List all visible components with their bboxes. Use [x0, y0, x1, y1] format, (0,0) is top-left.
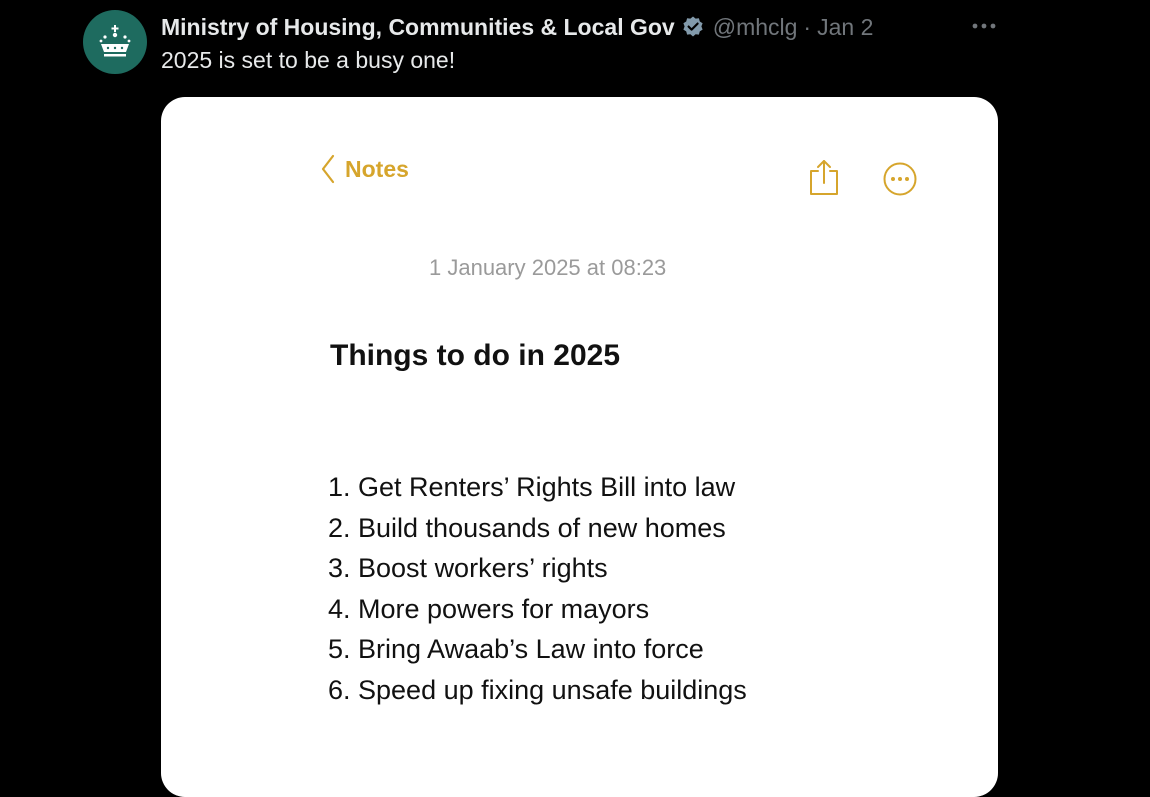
note-more-button[interactable]: [882, 161, 918, 202]
header-separator: ·: [803, 13, 812, 40]
todo-item: 6. Speed up fixing unsafe buildings: [328, 674, 747, 705]
note-title: Things to do in 2025: [330, 339, 621, 372]
todo-item: 3. Boost workers’ rights: [328, 553, 608, 584]
note-image-card[interactable]: [161, 97, 998, 797]
verified-badge-icon: [681, 15, 705, 39]
notes-back-label: Notes: [345, 155, 409, 182]
todo-list: [328, 467, 747, 711]
todo-item: 4. More powers for mayors: [328, 593, 650, 624]
todo-item: 2. Build thousands of new homes: [328, 512, 726, 543]
more-horizontal-icon: [971, 22, 997, 30]
tweet-date[interactable]: Jan 2: [817, 13, 874, 40]
more-circle-icon: [882, 161, 918, 197]
chevron-left-icon: [320, 154, 336, 184]
share-icon: [807, 159, 841, 197]
more-button[interactable]: [966, 12, 1002, 40]
notes-back-button[interactable]: [320, 154, 409, 184]
tweet-text: 2025 is set to be a busy one!: [161, 47, 456, 73]
note-date: 1 January 2025 at 08:23: [429, 255, 667, 280]
tweet-header: [161, 11, 873, 43]
todo-item: 1. Get Renters’ Rights Bill into law: [328, 472, 736, 502]
avatar[interactable]: [83, 10, 147, 74]
author-handle[interactable]: @mhclg: [712, 13, 798, 40]
share-button[interactable]: [807, 159, 841, 202]
crown-icon: [95, 22, 135, 62]
todo-item: 5. Bring Awaab’s Law into force: [328, 634, 704, 665]
author-name[interactable]: Ministry of Housing, Communities & Local Gov: [161, 13, 675, 40]
